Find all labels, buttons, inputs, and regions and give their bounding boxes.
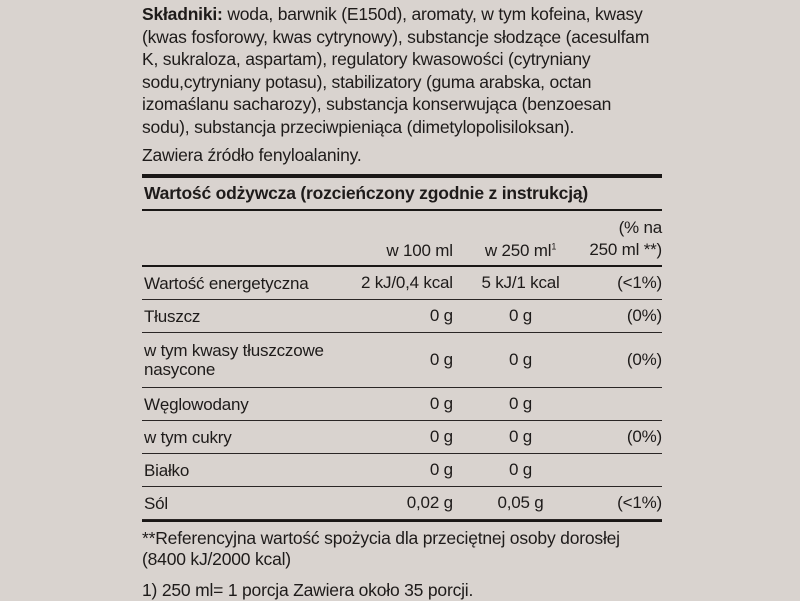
row-per250: 0 g (461, 300, 580, 333)
table-header-row (142, 211, 662, 266)
row-per250: 0 g (461, 421, 580, 454)
footnote-marker: 1 (551, 241, 557, 252)
row-per100: 0 g (343, 388, 461, 421)
row-per250: 0,05 g (461, 487, 580, 520)
table-row (142, 421, 662, 454)
header-pct-line2: 250 ml **) (589, 240, 662, 259)
row-label: Węglowodany (142, 388, 343, 421)
row-per100: 2 kJ/0,4 kcal (343, 266, 461, 300)
row-per250: 0 g (461, 388, 580, 421)
row-pct (580, 454, 662, 487)
ingredients-list: woda, barwnik (E150d), aromaty, w tym kofeina, kwasy (kwas fosforowy, kwas cytrynowy), substancje słodzące (acesulfam K, sukraloza, aspartam), regulatory kwasowości (cytryniany sodu,cytryniany potasu), stabilizatory (guma arabska, octan izomaślanu sacharozy), substancja konserwująca (benzoesan sodu), substancja przeciwpieniąca (dimetylopolisiloksan). (142, 4, 650, 137)
header-blank (142, 211, 343, 266)
header-pct-line1: (% na (618, 218, 662, 237)
table-row (142, 266, 662, 300)
row-per250: 0 g (461, 454, 580, 487)
row-per100: 0 g (343, 421, 461, 454)
header-per250 (461, 211, 580, 266)
portion-note: 1) 250 ml= 1 porcja Zawiera około 35 porcji. (142, 580, 474, 600)
ingredients-label: Składniki: (142, 4, 223, 24)
header-pct (580, 211, 662, 266)
row-pct: (0%) (580, 421, 662, 454)
nutrition-label (142, 0, 662, 601)
row-pct: (<1%) (580, 487, 662, 520)
row-per100: 0 g (343, 333, 461, 388)
row-label: Tłuszcz (142, 300, 343, 333)
table-row (142, 487, 662, 520)
table-row (142, 300, 662, 333)
phenylalanine-notice: Zawiera źródło fenyloalaniny. (142, 145, 362, 165)
row-per100: 0 g (343, 300, 461, 333)
table-row (142, 388, 662, 421)
row-per250: 5 kJ/1 kcal (461, 266, 580, 300)
nutrition-table (142, 211, 662, 520)
row-label: Wartość energetyczna (142, 266, 343, 300)
reference-intake-footnote: **Referencyjna wartość spożycia dla przeciętnej osoby dorosłej (8400 kJ/2000 kcal) (142, 528, 620, 569)
table-row (142, 454, 662, 487)
row-pct: (0%) (580, 333, 662, 388)
row-label: w tym kwasy tłuszczowe nasycone (142, 333, 343, 388)
row-label: w tym cukry (142, 421, 343, 454)
row-pct: (<1%) (580, 266, 662, 300)
row-per100: 0,02 g (343, 487, 461, 520)
ingredients-text (142, 3, 662, 138)
nutrition-title: Wartość odżywcza (rozcieńczony zgodnie z instrukcją) (144, 183, 589, 203)
row-pct (580, 388, 662, 421)
row-label: Białko (142, 454, 343, 487)
row-pct: (0%) (580, 300, 662, 333)
row-label: Sól (142, 487, 343, 520)
divider-bottom (142, 520, 662, 522)
table-row (142, 333, 662, 388)
row-per250: 0 g (461, 333, 580, 388)
header-per100: w 100 ml (343, 211, 461, 266)
header-per250-label: w 250 ml (484, 241, 552, 260)
row-per100: 0 g (343, 454, 461, 487)
